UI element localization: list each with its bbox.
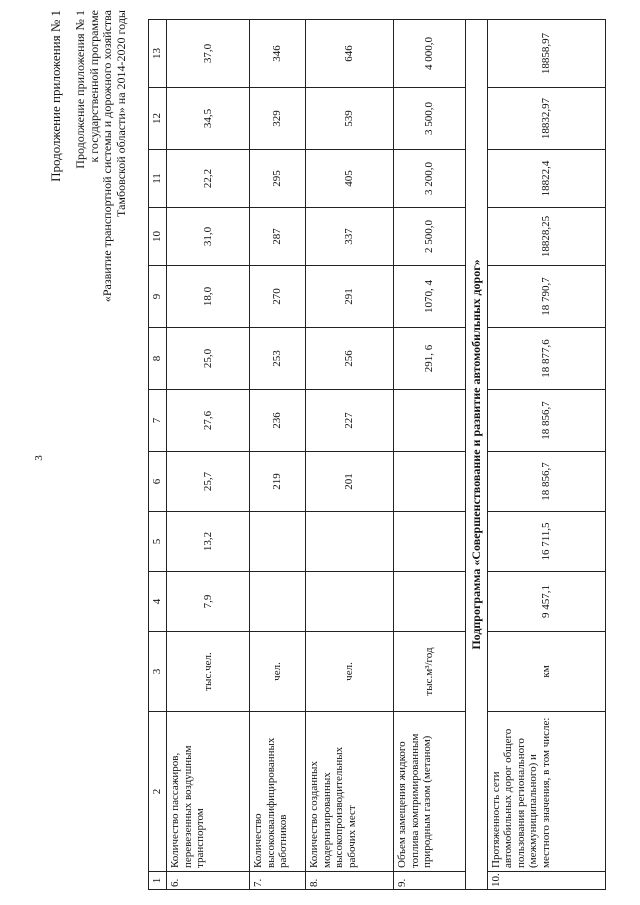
program-reference-line: «Развитие транспортной системы и дорожного хозяйства (100, 10, 114, 303)
unit-cell: тыс.чел. (167, 632, 250, 712)
column-number: 2 (149, 712, 167, 872)
value-cell: 25,0 (167, 328, 250, 390)
value-cell: 256 (306, 328, 394, 390)
value-cell: 287 (250, 208, 306, 266)
value-cell: 3 500,0 (394, 88, 466, 150)
value-cell (250, 572, 306, 632)
value-cell: 2 500,0 (394, 208, 466, 266)
value-cell (306, 512, 394, 572)
value-cell: 291, 6 (394, 328, 466, 390)
value-cell: 25,7 (167, 452, 250, 512)
value-cell: 18 856,7 (487, 390, 605, 452)
unit-cell: тыс.м³/год (394, 632, 466, 712)
table-row (487, 20, 605, 890)
value-cell: 1070, 4 (394, 266, 466, 328)
value-cell: 22,2 (167, 150, 250, 208)
column-number: 6 (149, 452, 167, 512)
column-number: 9 (149, 266, 167, 328)
value-cell: 18858,97 (487, 20, 605, 88)
value-cell: 219 (250, 452, 306, 512)
value-cell: 329 (250, 88, 306, 150)
value-cell: 539 (306, 88, 394, 150)
value-cell (306, 572, 394, 632)
row-index: 9. (394, 872, 466, 890)
value-cell: 295 (250, 150, 306, 208)
value-cell (394, 390, 466, 452)
value-cell: 236 (250, 390, 306, 452)
unit-cell: чел. (250, 632, 306, 712)
indicator-name: Объем замещения жидкого топлива компримированным природным газом (метаном) (394, 712, 466, 872)
value-cell: 291 (306, 266, 394, 328)
value-cell: 18 856,7 (487, 452, 605, 512)
table-row (306, 20, 394, 890)
value-cell: 18 877,6 (487, 328, 605, 390)
column-number: 3 (149, 632, 167, 712)
value-cell: 18,0 (167, 266, 250, 328)
program-reference (74, 10, 128, 302)
value-cell: 346 (250, 20, 306, 88)
indicators-table (148, 19, 606, 890)
unit-cell: чел. (306, 632, 394, 712)
indicator-name: Количество высококвалифицированных работников (250, 712, 306, 872)
value-cell: 227 (306, 390, 394, 452)
subprogram-title: Подпрограмма «Совершенствование и развитие автомобильных дорог» (466, 20, 488, 890)
row-index: 7. (250, 872, 306, 890)
value-cell: 27,6 (167, 390, 250, 452)
indicator-name: Протяженность сети автомобильных дорог общего пользования регионального (межмуниципального) и местного значения, в том числе: (487, 712, 605, 872)
value-cell: 34,5 (167, 88, 250, 150)
indicator-name: Количество пассажиров, перевезенных воздушным транспортом (167, 712, 250, 872)
row-index: 10. (487, 872, 605, 890)
value-cell: 31,0 (167, 208, 250, 266)
value-cell: 18832,97 (487, 88, 605, 150)
column-number: 12 (149, 88, 167, 150)
column-number: 7 (149, 390, 167, 452)
column-number: 5 (149, 512, 167, 572)
program-reference-line: к государственной программе (86, 10, 101, 163)
value-cell (394, 512, 466, 572)
column-number: 8 (149, 328, 167, 390)
unit-cell: км (487, 632, 605, 712)
table-row (394, 20, 466, 890)
value-cell: 3 200,0 (394, 150, 466, 208)
subprogram-row (466, 20, 488, 890)
value-cell: 253 (250, 328, 306, 390)
value-cell: 9 457,1 (487, 572, 605, 632)
row-index: 6. (167, 872, 250, 890)
value-cell (394, 452, 466, 512)
program-reference-line: Продолжение приложения № 1 (73, 10, 87, 169)
value-cell: 13,2 (167, 512, 250, 572)
column-number: 11 (149, 150, 167, 208)
value-cell: 7,9 (167, 572, 250, 632)
value-cell: 4 000,0 (394, 20, 466, 88)
table-row (167, 20, 250, 890)
page-number: 3 (32, 455, 45, 461)
value-cell: 405 (306, 150, 394, 208)
value-cell: 18 790,7 (487, 266, 605, 328)
row-index: 8. (306, 872, 394, 890)
value-cell: 16 711,5 (487, 512, 605, 572)
value-cell: 270 (250, 266, 306, 328)
value-cell (250, 512, 306, 572)
column-number: 13 (149, 20, 167, 88)
continuation-heading: Продолжение приложения № 1 (48, 10, 63, 182)
value-cell (394, 572, 466, 632)
value-cell: 18822,4 (487, 150, 605, 208)
value-cell: 201 (306, 452, 394, 512)
column-number: 1 (149, 872, 167, 890)
table-row (250, 20, 306, 890)
value-cell: 37,0 (167, 20, 250, 88)
column-number: 4 (149, 572, 167, 632)
indicator-name: Количество созданных модернизированных высокопроизводительных рабочих мест (306, 712, 394, 872)
value-cell: 646 (306, 20, 394, 88)
column-number: 10 (149, 208, 167, 266)
value-cell: 18828,25 (487, 208, 605, 266)
column-number-row (149, 20, 167, 890)
program-reference-line: Тамбовской области» на 2014-2020 годы (113, 10, 128, 217)
value-cell: 337 (306, 208, 394, 266)
